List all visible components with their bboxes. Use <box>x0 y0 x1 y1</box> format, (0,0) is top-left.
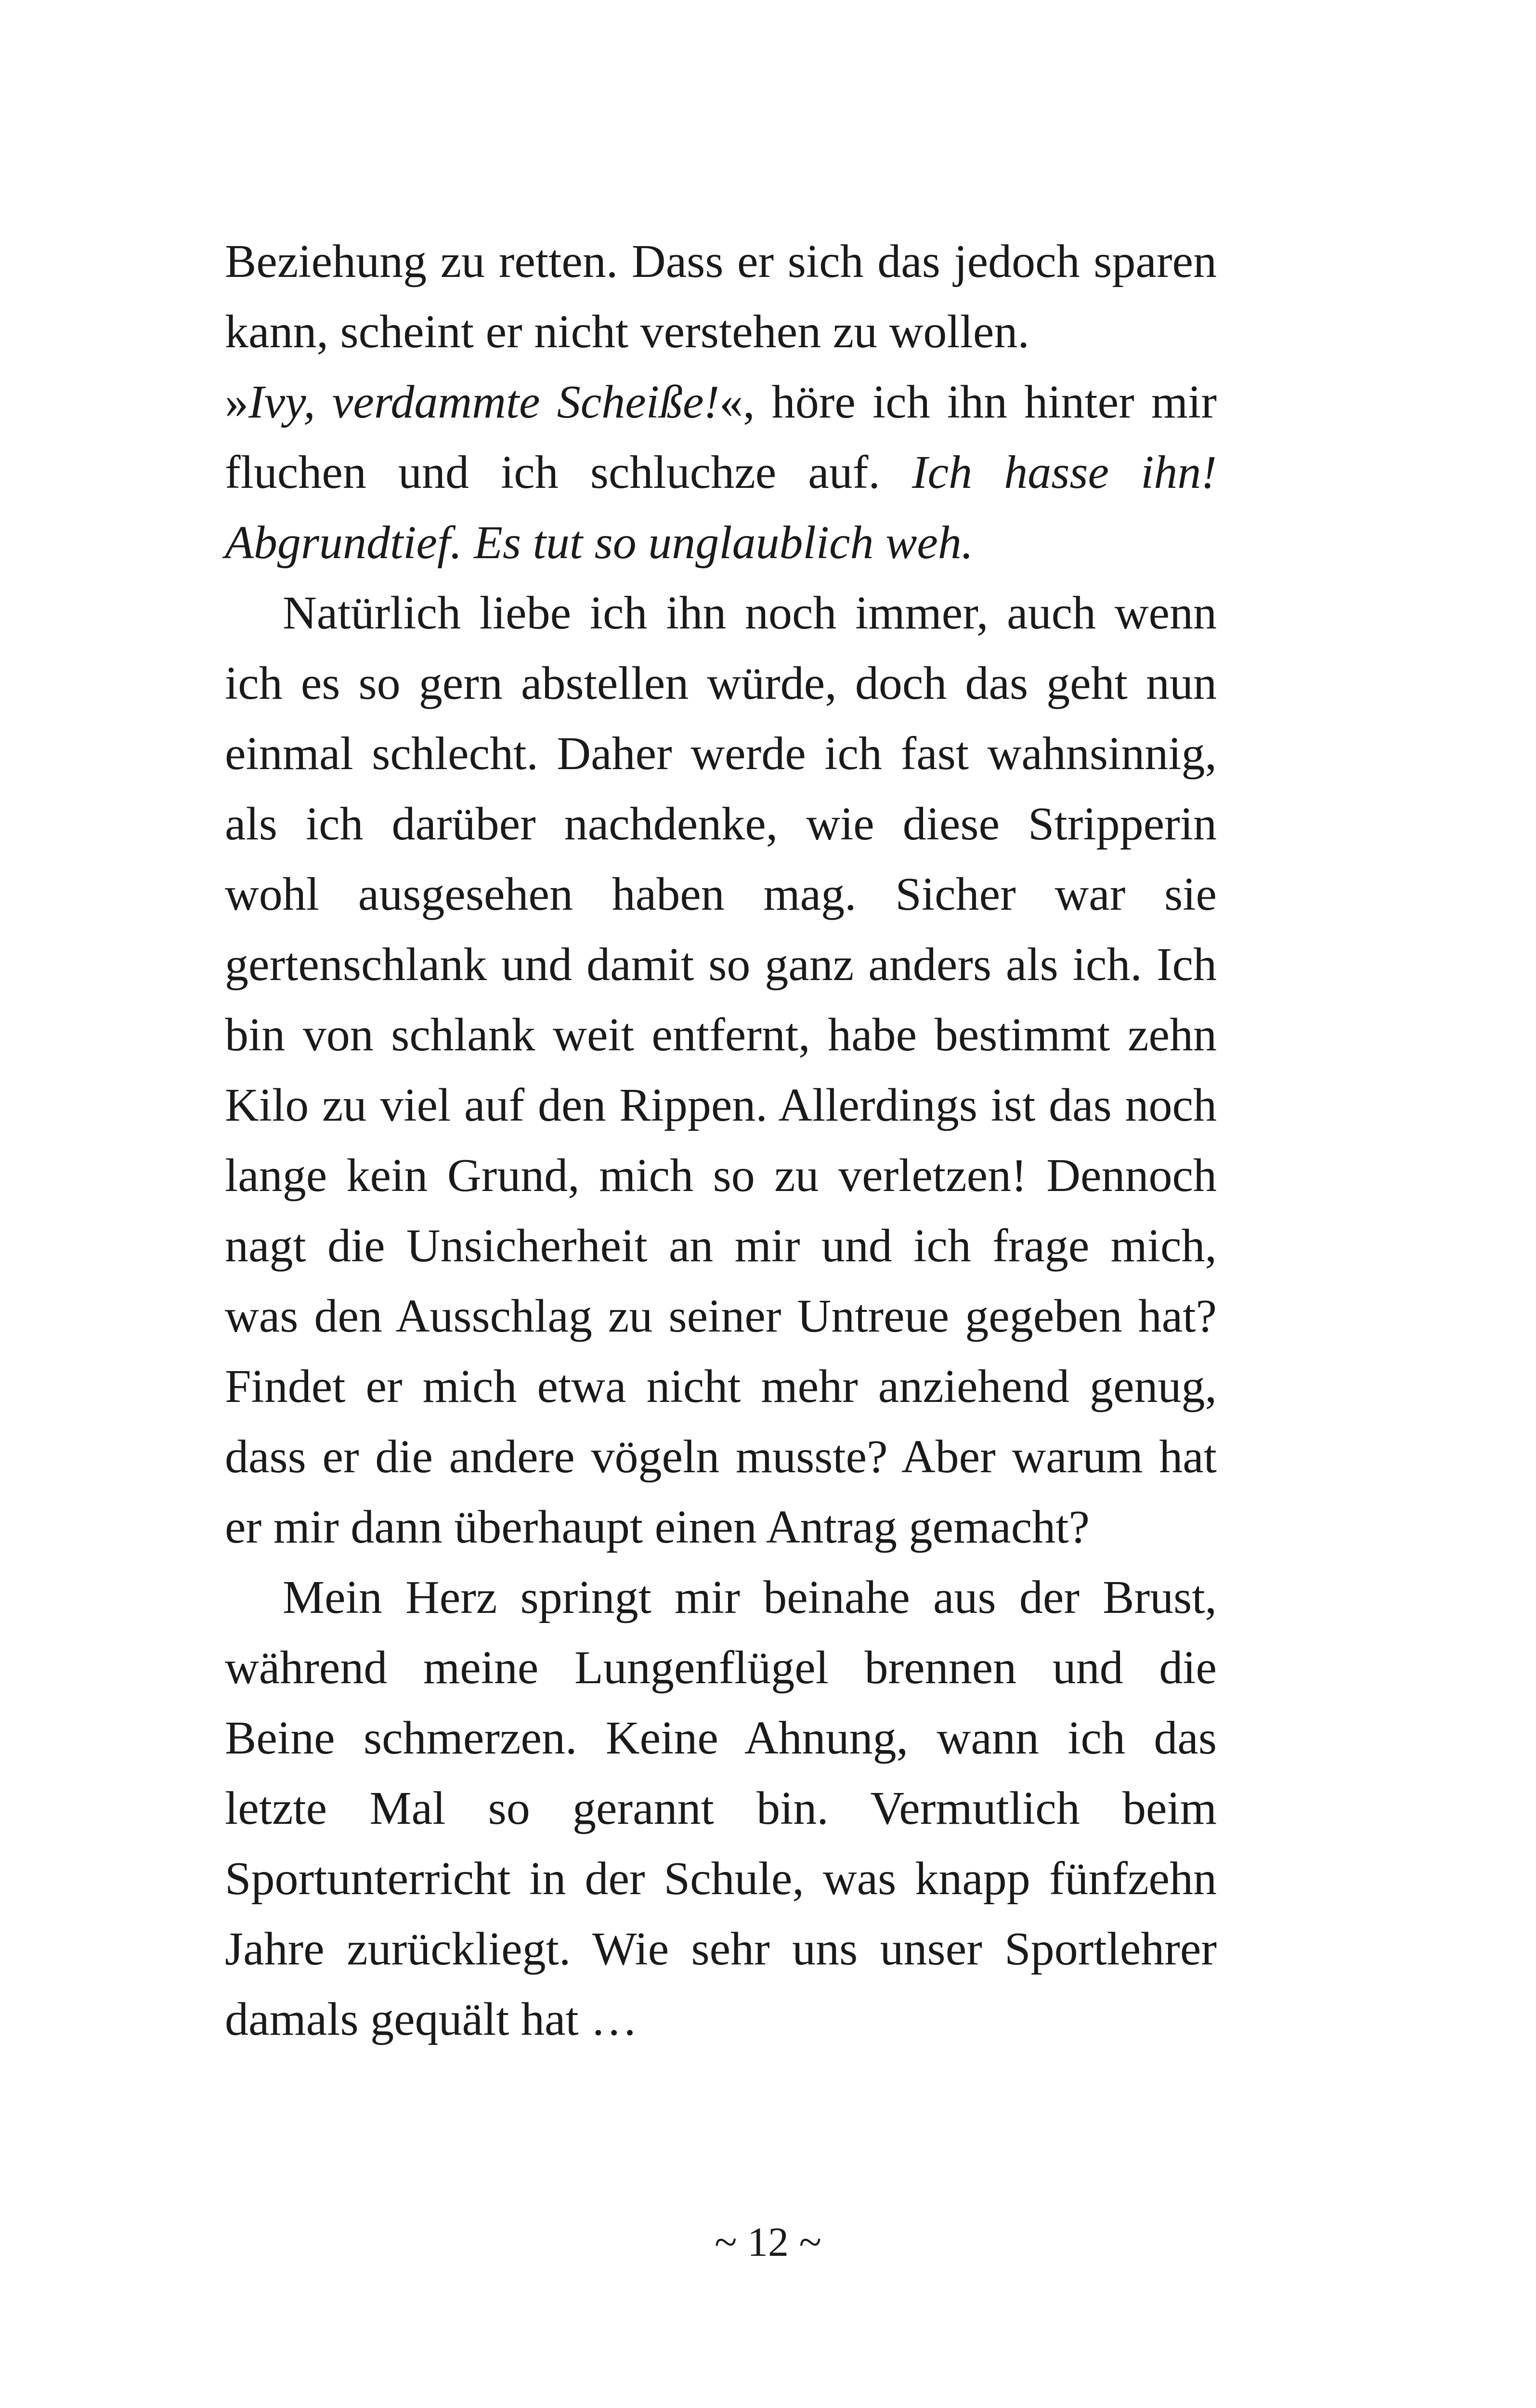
speech-continuation: «, höre ich ihn hinter mir fluchen und ich schluchze auf. <box>225 376 1217 498</box>
quote-open-mark: » <box>225 376 248 428</box>
paragraph-1 <box>225 226 1217 367</box>
page-number: ~ 12 ~ <box>714 2219 822 2265</box>
paragraph-3: Natürlich liebe ich ihn noch immer, auch wenn ich es so gern abstellen würde, doch das geht nun einmal schlecht. Daher werde ich fast wahnsinnig, als ich darüber nachdenke, wie diese Stripperin wohl ausgesehen haben mag. Sicher war sie gertenschlank und damit so ganz anders als ich. Ich bin von schlank weit entfernt, habe bestimmt zehn Kilo zu viel auf den Rippen. Allerdings ist das noch lange kein Grund, mich so zu verletzen! Dennoch nagt die Unsicherheit an mir und ich frage mich, was den Ausschlag zu seiner Untreue gegeben hat? Findet er mich etwa nicht mehr anziehend genug, dass er die andere vögeln musste? Aber warum hat er mir dann überhaupt einen Antrag gemacht? <box>225 587 1217 1553</box>
paragraph-4: Mein Herz springt mir beinahe aus der Brust, während meine Lungenflügel brennen und die Beine schmerzen. Keine Ahnung, wann ich das letzte Mal so gerannt bin. Vermutlich beim Sportunterricht in der Schule, was knapp fünfzehn Jahre zurückliegt. Wie sehr uns unser Sportlehrer damals gequält hat … <box>225 1571 1217 2045</box>
paragraph-1-text: Beziehung zu retten. Dass er sich das jedoch sparen kann, scheint er nicht verstehen zu wollen. <box>225 236 1217 358</box>
body-text <box>225 226 1217 2055</box>
paragraph-2 <box>225 367 1217 578</box>
inner-thought: Ich hasse ihn! Abgrundtief. Es tut so unglaublich weh. <box>225 446 1217 569</box>
quoted-speech: Ivy, verdammte Scheiße! <box>248 376 720 428</box>
